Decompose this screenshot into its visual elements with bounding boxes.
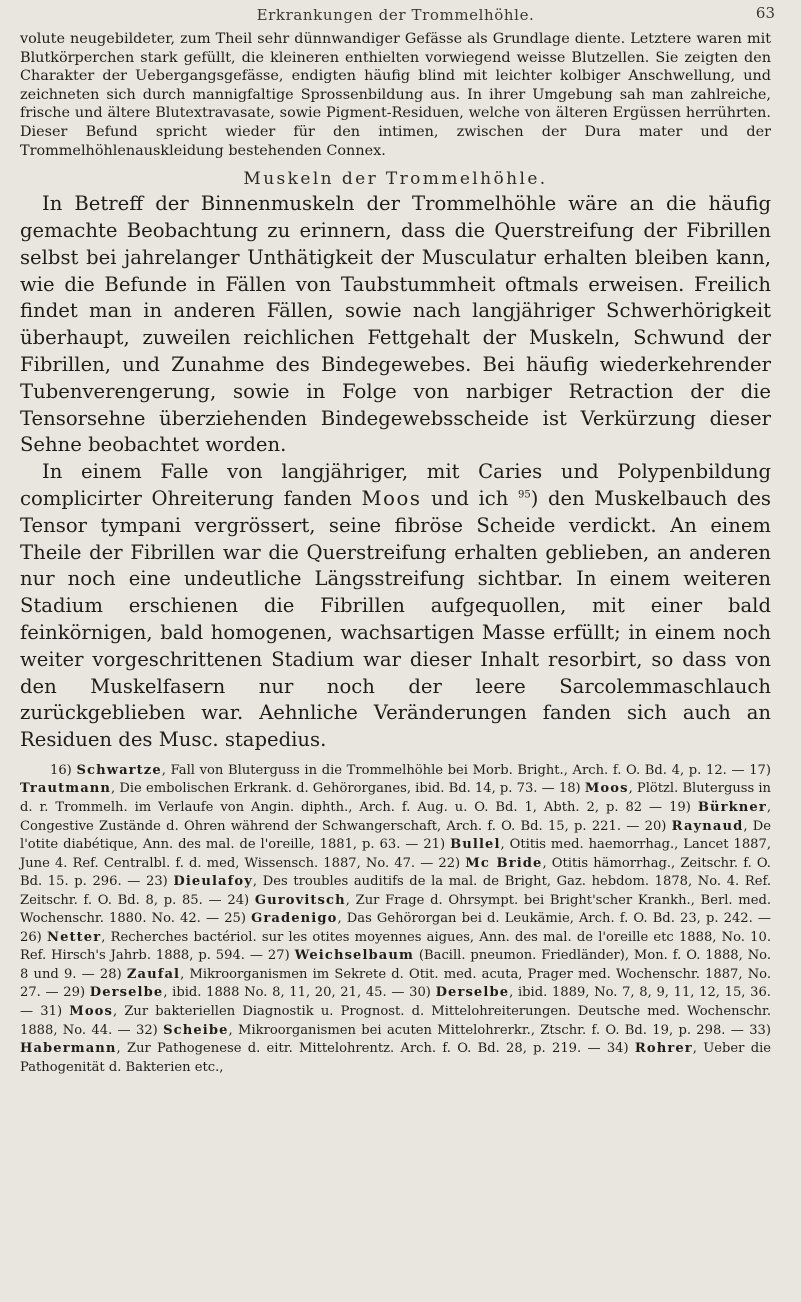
footnote-author: Raynaud (671, 818, 744, 834)
footnote-author: Bullel (450, 837, 501, 853)
footnote-text: , Die embolischen Erkrank. d. Gehörorganes, ibid. Bd. 14, p. 73. — (111, 781, 559, 797)
footnote-author: Derselbe (435, 985, 510, 1001)
footnote-text: , Zur Pathogenese d. eitr. Mittelohrentz. Arch. f. O. Bd. 28, p. 219. — (116, 1041, 607, 1057)
footnote-author: Rohrer (634, 1041, 693, 1057)
paragraph-text-after-reference: ) den Muskelbauch des Tensor tympani vergrössert, seine fibröse Scheide verdickt. An einem Theile der Fibrillen war die Querstreifung erhalten geblieben, an anderen nur noch eine undeutliche Längsstreifung sichtbar. In einem weiteren Stadium erschienen die Fibrillen aufgequollen, mit einer bald feinkörnigen, bald homogenen, wachsartigen Masse erfüllt; in einem noch weiter vorgeschrittenen Stadium war dieser Inhalt resorbirt, so dass von den Muskelfasern nur noch der leere Sarcolemmaschlauch zurückgeblieben war. Aehnliche Veränderungen fanden sich auch an Residuen des Musc. stapedius. (20, 486, 771, 752)
footnote-author: Zaufal (126, 966, 181, 982)
footnote-text: , Des troubles auditifs de la mal. de Bright, Gaz. hebdom. 1878, No. 4. Ref. Zeitschr. f. O. Bd. 8, p. 85. — (20, 874, 771, 908)
footnote-entry (136, 1023, 749, 1038)
footnote-text: , Otitis med. haemorrhag., Lancet 1887, June 4. Ref. Centralbl. f. d. med, Wissensch. 1887, No. 47. — (20, 837, 771, 871)
body-paragraph-2 (20, 459, 771, 754)
body-paragraph-1: In Betreff der Binnenmuskeln der Trommelhöhle wäre an die häufig gemachte Beobachtung zu erinnern, dass die Querstreifung der Fibrillen selbst bei jahrelanger Unthätigkeit der Musculatur erhalten bleiben kann, wie die Befunde in Fällen von Taubstummheit oftmals erweisen. Freilich findet man in anderen Fällen, sowie nach langjähriger Schwerhörigkeit überhaupt, zuweilen reichlichen Fettgehalt der Muskeln, Schwund der Fibrillen, und Zunahme des Bindegewebes. Bei häufig wiederkehrender Tubenverengerung, sowie in Folge von narbiger Retraction der die Tensorsehne überziehenden Bindegewebsscheide ist Verkürzung dieser Sehne beobachtet worden. (20, 192, 771, 457)
footnote-reference: 95 (518, 489, 531, 501)
footnote-author: Moos (584, 781, 629, 797)
running-head (20, 0, 775, 30)
footnote-number: 32) (135, 1022, 158, 1038)
footnote-author: Bürkner (697, 799, 767, 815)
footnote-number: 16) (50, 762, 72, 778)
footnote-text: , ibid. 1889, No. 7, 8, 9, 11, 12, 15, 36. — (20, 985, 771, 1019)
footnote-text: , Das Gehörorgan bei d. Leukämie, Arch. f. O. Bd. 23, p. 242. — (337, 911, 771, 927)
footnote-author: Scheibe (163, 1022, 229, 1038)
footnote-text: , Mikroorganismen im Sekrete d. Otit. med. acuta, Prager med. Wochenschr. 1887, No. 27. — (20, 966, 771, 1001)
footnote-number: 22) (438, 855, 461, 871)
footnote-number: 28) (99, 966, 122, 982)
footnote-number: 34) (606, 1041, 629, 1057)
footnotes-block (20, 762, 771, 1077)
footnote-author: Schwartze (76, 762, 162, 778)
footnote-text: , Plötzl. Bluterguss in d. r. Trommelh. im Verlaufe von Angin. diphth., Arch. f. Aug. u. O. Bd. 1, Abth. 2, p. 82 — (20, 781, 771, 815)
footnote-author: Trautmann (20, 781, 112, 797)
footnote-author: Weichselbaum (294, 948, 414, 964)
author-name-moos: Moos (361, 486, 422, 510)
footnote-author: Gurovitsch (254, 892, 346, 908)
footnote-text: , ibid. 1888 No. 8, 11, 20, 21, 45. — (163, 985, 410, 1001)
footnote-number: 21) (423, 837, 446, 853)
footnote-author: Mc Bride (465, 855, 543, 871)
footnote-text: (Bacill. pneumon. Friedländer), Mon. f. O. 1888, No. 8 und 9. — (20, 948, 771, 982)
footnote-text: , Ueber die Pathogenität d. Bakterien etc., (20, 1041, 772, 1075)
running-title: Erkrankungen der Trommelhöhle. (256, 6, 535, 24)
footnote-text: , Congestive Zustände d. Ohren während der Schwangerschaft, Arch. f. O. Bd. 15, p. 221. — (20, 799, 771, 834)
footnote-number: 25) (224, 911, 246, 927)
footnote-number: 29) (63, 985, 86, 1001)
footnote-number: 24) (227, 892, 250, 908)
footnote-number: 19) (669, 799, 691, 815)
paragraph-text-before-author: In einem Falle von langjähriger, mit Caries und Polypenbildung complicirter Ohreiterung fanden (20, 460, 771, 510)
footnote-number: 20) (644, 818, 667, 834)
footnote-entry (224, 911, 771, 926)
footnote-author: Derselbe (89, 985, 164, 1001)
opening-paragraph: volute neugebildeter, zum Theil sehr dünnwandiger Gefässe als Grundlage diente. Letztere waren mit Blutkörperchen stark gefüllt, die kleineren enthielten vorwiegend weisse Blutzellen. Sie zeigten den Charakter der Uebergangsgefässe, endigten häufig blind mit leichter kolbiger Anschwellung, und zeichneten sich durch mannigfaltige Sprossenbildung aus. In ihrer Umgebung sah man zahlreiche, frische und ältere Blutextravasate, sowie Pigment-Residuen, welche von älteren Ergüssen herrührten. Dieser Befund spricht wieder für den intimen, zwischen der Dura mater und der Trommelhöhlenauskleidung bestehenden Connex. (20, 31, 771, 159)
footnote-number: 23) (145, 874, 168, 890)
footnote-author: Dieulafoy (173, 874, 253, 890)
footnote-text: , Mikroorganismen bei acuten Mittelohrerkr., Ztschr. f. O. Bd. 19, p. 298. — (228, 1022, 750, 1038)
footnote-author: Gradenigo (251, 911, 338, 927)
footnote-text: , Recherches bactériol. sur les otites moyennes aigues, Ann. des mal. de l'oreille etc 1888, No. 10. Ref. Hirsch's Jahrb. 1888, p. 594. — (20, 929, 771, 964)
footnote-entry (63, 985, 409, 1000)
footnote-entry (50, 763, 749, 778)
footnote-number: 26) (20, 929, 42, 945)
footnote-text: , De l'otite diabétique, Ann. des mal. de l'oreille, 1881, p. 63. — (20, 818, 771, 853)
footnote-number: 33) (749, 1022, 771, 1038)
footnote-author: Habermann (20, 1041, 117, 1057)
footnote-number: 18) (558, 781, 581, 797)
footnote-text: , Fall von Bluterguss in die Trommelhöhle bei Morb. Bright., Arch. f. O. Bd. 4, p. 12. — (161, 762, 750, 778)
footnote-number: 31) (40, 1004, 63, 1019)
page-number: 63 (755, 4, 775, 22)
footnote-text: , Zur Frage d. Ohrsympt. bei Bright'scher Krankh., Berl. med. Wochenschr. 1880. No. 42. — (20, 892, 771, 927)
footnote-number: 30) (409, 985, 431, 1001)
footnote-author: Moos (69, 1004, 113, 1019)
footnote-text: , Zur bakteriellen Diagnostik u. Prognost. d. Mittelohreiterungen. Deutsche med. Wochenschr. 1888, No. 44. — (20, 1004, 771, 1038)
footnote-number: 17) (749, 762, 771, 778)
footnote-number: 27) (267, 948, 290, 964)
paragraph-text-between: und ich (421, 486, 518, 510)
footnote-author: Netter (47, 929, 102, 945)
footnote-text: , Otitis hämorrhag., Zeitschr. f. O. Bd. 15. p. 296. — (20, 855, 771, 890)
section-heading: Muskeln der Trommelhöhle. (243, 169, 548, 190)
